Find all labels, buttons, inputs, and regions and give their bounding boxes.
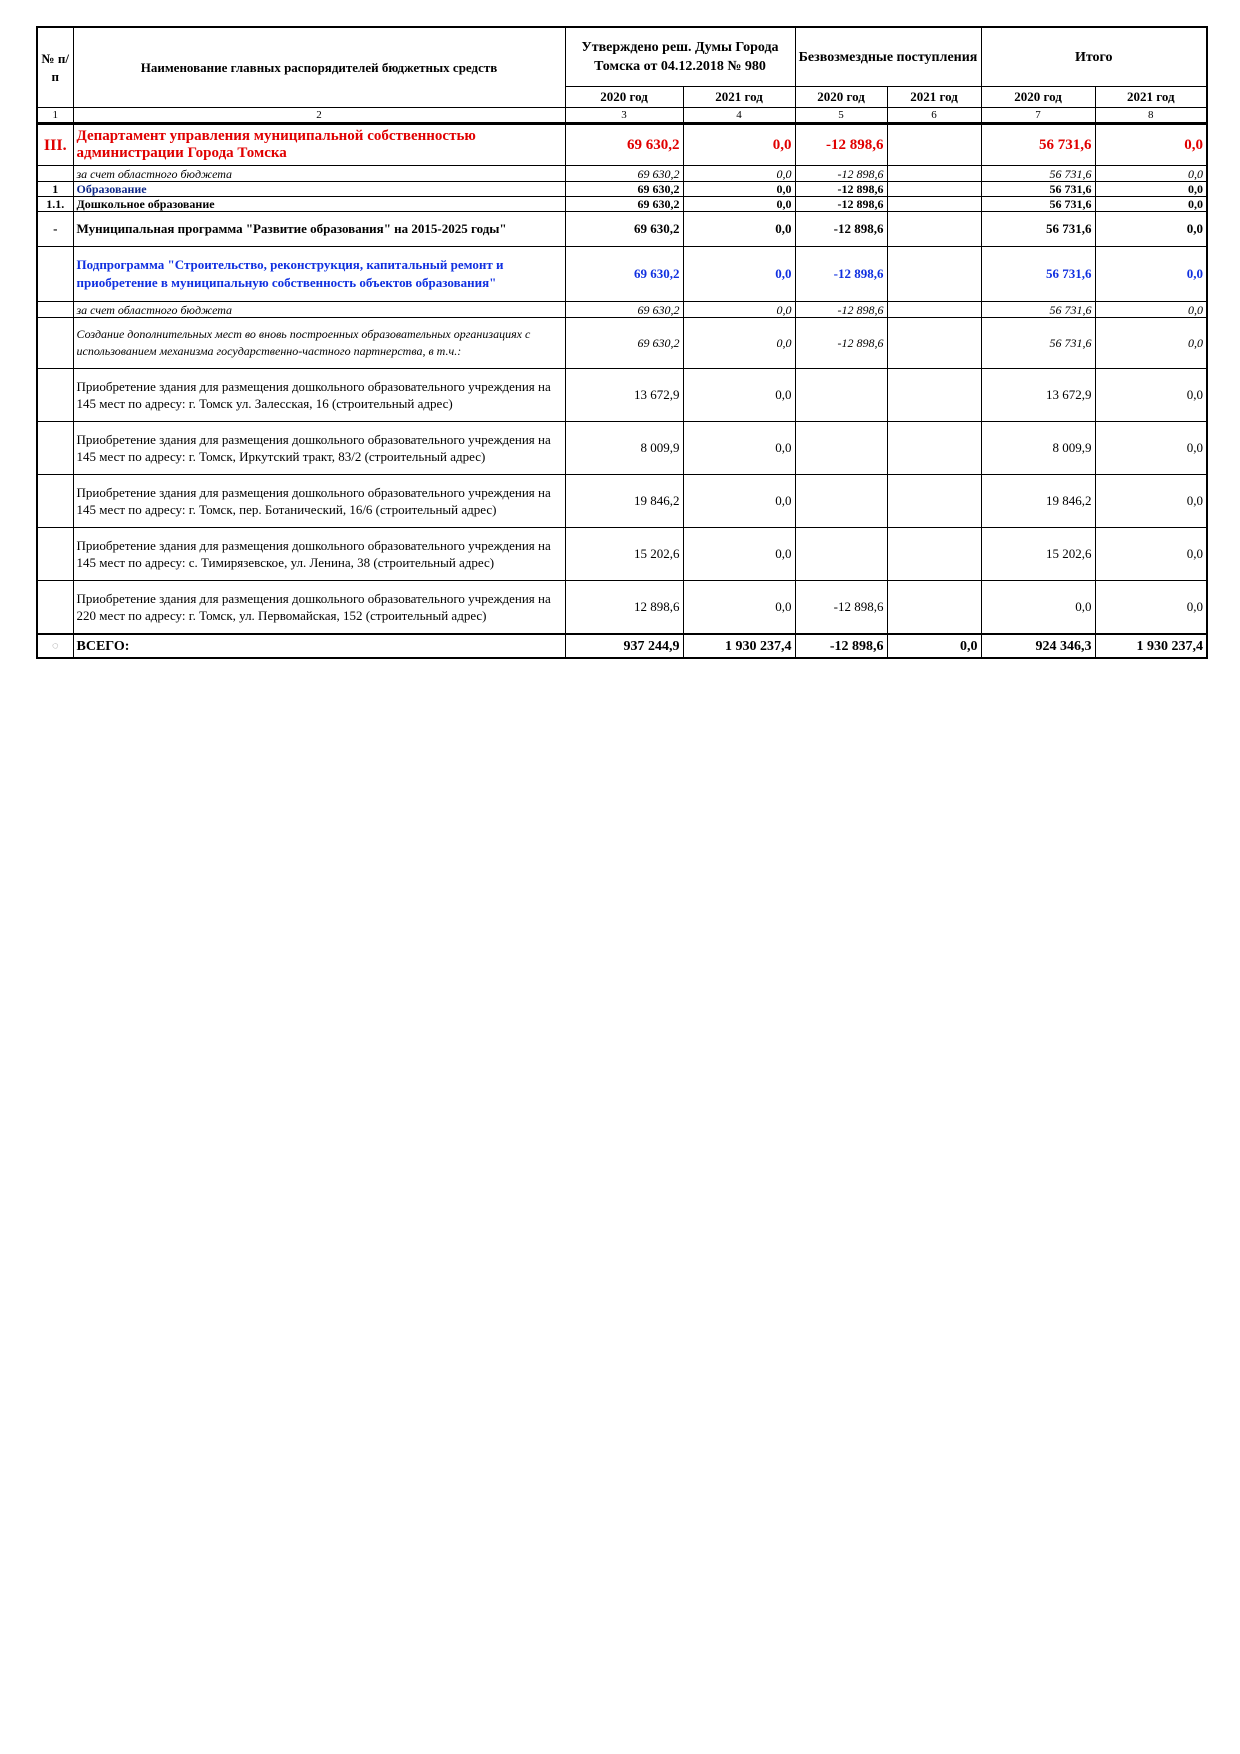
row-value — [887, 302, 981, 318]
table-row — [37, 182, 1207, 197]
row-value: 0,0 — [683, 166, 795, 182]
row-value: 69 630,2 — [565, 212, 683, 247]
row-number — [37, 581, 73, 635]
row-value: 56 731,6 — [981, 166, 1095, 182]
row-name: Образование — [73, 182, 565, 197]
header-col-name: Наименование главных распорядителей бюджетных средств — [73, 27, 565, 108]
header-group-total: Итого — [981, 27, 1207, 87]
row-value — [887, 166, 981, 182]
row-value: 0,0 — [683, 212, 795, 247]
row-value — [887, 475, 981, 528]
row-value: 1 930 237,4 — [683, 634, 795, 658]
table-row — [37, 166, 1207, 182]
table-row — [37, 422, 1207, 475]
row-value: 69 630,2 — [565, 197, 683, 212]
row-value: 0,0 — [683, 528, 795, 581]
row-name: Приобретение здания для размещения дошкольного образовательного учреждения на 145 мест по адресу: г. Томск ул. Залесская, 16 (строительный адрес) — [73, 369, 565, 422]
row-value: -12 898,6 — [795, 197, 887, 212]
row-value: 69 630,2 — [565, 182, 683, 197]
row-value: -12 898,6 — [795, 124, 887, 166]
header-index: 4 — [683, 108, 795, 124]
row-value: 0,0 — [1095, 318, 1207, 369]
row-name: за счет областного бюджета — [73, 166, 565, 182]
row-value: 0,0 — [683, 369, 795, 422]
row-value: 69 630,2 — [565, 318, 683, 369]
row-name: Подпрограмма "Строительство, реконструкция, капитальный ремонт и приобретение в муниципальную собственность объектов образования" — [73, 247, 565, 302]
row-value: 0,0 — [1095, 166, 1207, 182]
table-header — [37, 27, 1207, 124]
table-row — [37, 247, 1207, 302]
row-name: Создание дополнительных мест во вновь построенных образовательных организациях с использованием механизма государственно-частного партнерства, в т.ч.: — [73, 318, 565, 369]
row-value: 12 898,6 — [565, 581, 683, 635]
table-row — [37, 475, 1207, 528]
row-number — [37, 318, 73, 369]
row-value: 0,0 — [1095, 581, 1207, 635]
row-value — [887, 528, 981, 581]
row-value: -12 898,6 — [795, 247, 887, 302]
row-value: 0,0 — [1095, 422, 1207, 475]
row-value — [795, 369, 887, 422]
header-year: 2021 год — [683, 87, 795, 108]
row-value: 69 630,2 — [565, 247, 683, 302]
row-value: 0,0 — [981, 581, 1095, 635]
row-value: 0,0 — [683, 581, 795, 635]
row-value: 0,0 — [683, 302, 795, 318]
row-number: - — [37, 212, 73, 247]
row-value: 0,0 — [1095, 369, 1207, 422]
row-number: 1.1. — [37, 197, 73, 212]
budget-table — [36, 26, 1208, 659]
row-value: 0,0 — [1095, 247, 1207, 302]
row-number — [37, 302, 73, 318]
header-group-approved: Утверждено реш. Думы Города Томска от 04.12.2018 № 980 — [565, 27, 795, 87]
row-value: 0,0 — [1095, 197, 1207, 212]
row-name: ВСЕГО: — [73, 634, 565, 658]
row-value — [887, 212, 981, 247]
row-value: 19 846,2 — [565, 475, 683, 528]
row-value — [795, 422, 887, 475]
row-value: 0,0 — [683, 422, 795, 475]
row-value: 0,0 — [683, 318, 795, 369]
row-value: -12 898,6 — [795, 302, 887, 318]
table-row — [37, 318, 1207, 369]
row-value: 0,0 — [683, 475, 795, 528]
row-number — [37, 475, 73, 528]
row-value: 937 244,9 — [565, 634, 683, 658]
row-value: 0,0 — [1095, 124, 1207, 166]
row-value: 0,0 — [1095, 182, 1207, 197]
row-value — [887, 197, 981, 212]
table-row — [37, 528, 1207, 581]
table-row — [37, 369, 1207, 422]
table-row — [37, 302, 1207, 318]
row-value: 56 731,6 — [981, 302, 1095, 318]
row-value: 56 731,6 — [981, 197, 1095, 212]
row-value: 56 731,6 — [981, 124, 1095, 166]
row-value — [887, 124, 981, 166]
row-value: 0,0 — [683, 124, 795, 166]
row-value — [887, 369, 981, 422]
row-number — [37, 369, 73, 422]
row-value — [887, 581, 981, 635]
row-value: 0,0 — [1095, 212, 1207, 247]
row-name: Приобретение здания для размещения дошкольного образовательного учреждения на 145 мест по адресу: с. Тимирязевское, ул. Ленина, 38 (строительный адрес) — [73, 528, 565, 581]
row-number: III. — [37, 124, 73, 166]
row-number: ◌ — [37, 634, 73, 658]
row-value: 56 731,6 — [981, 182, 1095, 197]
header-col-no: № п/п — [37, 27, 73, 108]
row-number — [37, 247, 73, 302]
header-index: 1 — [37, 108, 73, 124]
row-name: Приобретение здания для размещения дошкольного образовательного учреждения на 220 мест по адресу: г. Томск, ул. Первомайская, 152 (строительный адрес) — [73, 581, 565, 635]
header-index: 8 — [1095, 108, 1207, 124]
row-value: 8 009,9 — [981, 422, 1095, 475]
header-index: 6 — [887, 108, 981, 124]
row-value: 15 202,6 — [981, 528, 1095, 581]
row-value: 56 731,6 — [981, 212, 1095, 247]
header-index: 5 — [795, 108, 887, 124]
header-year: 2020 год — [981, 87, 1095, 108]
row-value: 0,0 — [1095, 475, 1207, 528]
header-year: 2021 год — [887, 87, 981, 108]
row-name: Приобретение здания для размещения дошкольного образовательного учреждения на 145 мест по адресу: г. Томск, Иркутский тракт, 83/2 (строительный адрес) — [73, 422, 565, 475]
row-value: 13 672,9 — [981, 369, 1095, 422]
header-index: 7 — [981, 108, 1095, 124]
row-name: Приобретение здания для размещения дошкольного образовательного учреждения на 145 мест по адресу: г. Томск, пер. Ботанический, 16/6 (строительный адрес) — [73, 475, 565, 528]
budget-document — [36, 26, 1206, 659]
row-number: 1 — [37, 182, 73, 197]
header-index: 2 — [73, 108, 565, 124]
header-index: 3 — [565, 108, 683, 124]
row-value — [887, 422, 981, 475]
table-row — [37, 581, 1207, 635]
row-value: -12 898,6 — [795, 634, 887, 658]
row-name: Муниципальная программа "Развитие образования" на 2015-2025 годы" — [73, 212, 565, 247]
row-value: 0,0 — [683, 247, 795, 302]
row-value: 13 672,9 — [565, 369, 683, 422]
row-value — [887, 247, 981, 302]
row-value: 69 630,2 — [565, 124, 683, 166]
row-value: 0,0 — [887, 634, 981, 658]
table-row — [37, 124, 1207, 166]
row-value: -12 898,6 — [795, 581, 887, 635]
table-row — [37, 634, 1207, 658]
row-value — [887, 318, 981, 369]
row-value: 69 630,2 — [565, 302, 683, 318]
row-value: 0,0 — [1095, 302, 1207, 318]
row-value: -12 898,6 — [795, 212, 887, 247]
row-value: 0,0 — [683, 182, 795, 197]
row-name: Департамент управления муниципальной собственностью администрации Города Томска — [73, 124, 565, 166]
row-value: 69 630,2 — [565, 166, 683, 182]
row-value: -12 898,6 — [795, 166, 887, 182]
row-value: -12 898,6 — [795, 182, 887, 197]
header-year: 2020 год — [565, 87, 683, 108]
header-year: 2020 год — [795, 87, 887, 108]
row-value: -12 898,6 — [795, 318, 887, 369]
table-row — [37, 197, 1207, 212]
header-group-grants: Безвозмездные поступления — [795, 27, 981, 87]
row-number — [37, 166, 73, 182]
row-value: 8 009,9 — [565, 422, 683, 475]
header-year: 2021 год — [1095, 87, 1207, 108]
table-row — [37, 212, 1207, 247]
row-number — [37, 422, 73, 475]
row-value — [795, 475, 887, 528]
row-value: 0,0 — [683, 197, 795, 212]
row-value: 56 731,6 — [981, 247, 1095, 302]
row-name: Дошкольное образование — [73, 197, 565, 212]
row-value: 0,0 — [1095, 528, 1207, 581]
row-number — [37, 528, 73, 581]
row-value: 1 930 237,4 — [1095, 634, 1207, 658]
row-value: 19 846,2 — [981, 475, 1095, 528]
row-value: 15 202,6 — [565, 528, 683, 581]
row-value — [795, 528, 887, 581]
row-name: за счет областного бюджета — [73, 302, 565, 318]
row-value: 56 731,6 — [981, 318, 1095, 369]
row-value — [887, 182, 981, 197]
row-value: 924 346,3 — [981, 634, 1095, 658]
table-body — [37, 124, 1207, 659]
